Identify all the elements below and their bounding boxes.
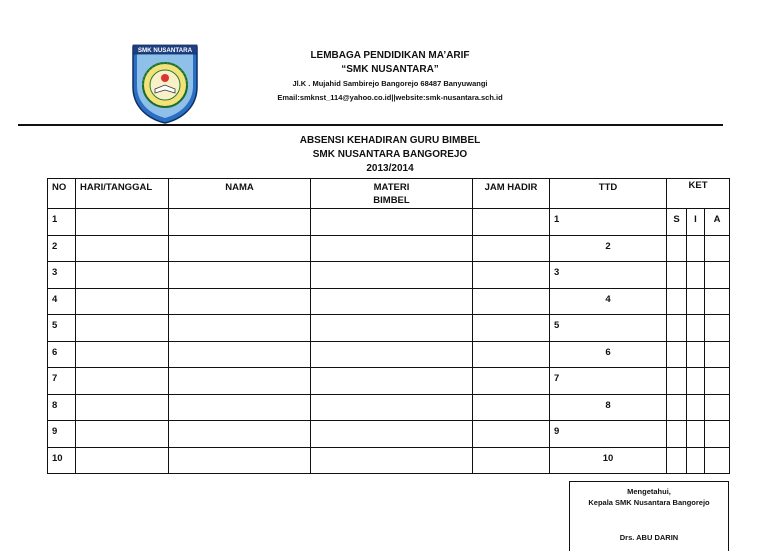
row-ket-cell [667, 394, 687, 421]
row-nama-cell [169, 447, 311, 474]
row-jam-hadir-cell [473, 235, 550, 262]
row-materi-cell [311, 368, 473, 395]
row-materi-cell [311, 262, 473, 289]
header-divider [18, 124, 723, 126]
row-ttd-cell: 6 [550, 341, 667, 368]
row-ket-cell [687, 447, 705, 474]
signature-box [569, 481, 729, 551]
row-ket-cell [705, 315, 730, 342]
row-jam-hadir-cell [473, 421, 550, 448]
row-no: 2 [48, 235, 76, 262]
col-materi [311, 179, 473, 209]
row-hari-tanggal-cell [76, 394, 169, 421]
school-contact: Email:smknst_114@yahoo.co.id||website:smk-nusantara.sch.id [277, 93, 503, 102]
row-ket-cell [687, 341, 705, 368]
row-jam-hadir-cell [473, 394, 550, 421]
row-nama-cell [169, 341, 311, 368]
row-no: 3 [48, 262, 76, 289]
row-ttd-cell: 3 [550, 262, 667, 289]
table-row [48, 209, 730, 236]
row-hari-tanggal-cell [76, 447, 169, 474]
row-no: 10 [48, 447, 76, 474]
row-nama-cell [169, 288, 311, 315]
row-materi-cell [311, 315, 473, 342]
row-ket-cell [687, 235, 705, 262]
row-ttd-cell: 1 [550, 209, 667, 236]
row-materi-cell [311, 235, 473, 262]
row-jam-hadir-cell [473, 288, 550, 315]
row-hari-tanggal-cell [76, 421, 169, 448]
row-ket-cell [705, 421, 730, 448]
row-jam-hadir-cell [473, 262, 550, 289]
row-no: 5 [48, 315, 76, 342]
row-materi-cell [311, 447, 473, 474]
row-ket-cell [705, 288, 730, 315]
logo-banner-text: SMK NUSANTARA [137, 47, 193, 54]
row-jam-hadir-cell [473, 209, 550, 236]
col-nama: NAMA [169, 179, 311, 209]
row-ket-cell [667, 447, 687, 474]
row-nama-cell [169, 235, 311, 262]
col-no: NO [48, 179, 76, 209]
sign-acknowledged: Mengetahui, [627, 487, 671, 496]
col-hari-tanggal: HARI/TANGGAL [76, 179, 169, 209]
row-ket-cell: S [667, 209, 687, 236]
row-nama-cell [169, 394, 311, 421]
row-ket-cell [687, 315, 705, 342]
row-no: 9 [48, 421, 76, 448]
col-materi-line1: MATERI [373, 182, 410, 193]
row-ket-cell [705, 394, 730, 421]
row-ket-cell [667, 368, 687, 395]
attendance-table [47, 178, 730, 474]
row-jam-hadir-cell [473, 368, 550, 395]
row-hari-tanggal-cell [76, 235, 169, 262]
row-nama-cell [169, 368, 311, 395]
row-ket-cell [705, 341, 730, 368]
row-ket-cell [687, 288, 705, 315]
row-materi-cell [311, 341, 473, 368]
row-no: 4 [48, 288, 76, 315]
row-ket-cell [705, 235, 730, 262]
row-ttd-cell: 9 [550, 421, 667, 448]
row-nama-cell [169, 209, 311, 236]
row-ttd-cell: 2 [550, 235, 667, 262]
row-ket-cell [705, 368, 730, 395]
row-no: 8 [48, 394, 76, 421]
row-jam-hadir-cell [473, 341, 550, 368]
table-row [48, 341, 730, 368]
col-ttd: TTD [550, 179, 667, 209]
row-ket-cell: A [705, 209, 730, 236]
row-hari-tanggal-cell [76, 341, 169, 368]
row-nama-cell [169, 262, 311, 289]
row-ket-cell [687, 394, 705, 421]
school-name: “SMK NUSANTARA” [341, 64, 439, 75]
sign-position: Kepala SMK Nusantara Bangorejo [588, 498, 710, 507]
row-no: 7 [48, 368, 76, 395]
document-title [240, 134, 540, 176]
table-row [48, 421, 730, 448]
row-ket-cell [687, 368, 705, 395]
table-row [48, 315, 730, 342]
title-line-2: SMK NUSANTARA BANGOREJO [312, 149, 468, 160]
row-ket-cell [687, 262, 705, 289]
row-ttd-cell: 10 [550, 447, 667, 474]
row-no: 1 [48, 209, 76, 236]
row-hari-tanggal-cell [76, 209, 169, 236]
row-ttd-cell: 8 [550, 394, 667, 421]
sign-name: Drs. ABU DARIN [619, 533, 679, 542]
title-line-1: ABSENSI KEHADIRAN GURU BIMBEL [299, 135, 481, 146]
row-hari-tanggal-cell [76, 368, 169, 395]
row-nama-cell [169, 421, 311, 448]
row-ket-cell [687, 421, 705, 448]
row-ket-cell: I [687, 209, 705, 236]
row-ket-cell [667, 315, 687, 342]
school-logo [128, 41, 202, 125]
row-hari-tanggal-cell [76, 315, 169, 342]
table-row [48, 288, 730, 315]
row-ttd-cell: 5 [550, 315, 667, 342]
table-row [48, 262, 730, 289]
col-ket-label: KET [688, 180, 708, 191]
col-ket [667, 179, 730, 209]
row-ket-cell [667, 288, 687, 315]
row-ket-cell [705, 262, 730, 289]
row-jam-hadir-cell [473, 315, 550, 342]
row-ttd-cell: 4 [550, 288, 667, 315]
row-materi-cell [311, 288, 473, 315]
row-hari-tanggal-cell [76, 262, 169, 289]
col-materi-line2: BIMBEL [373, 195, 410, 206]
row-hari-tanggal-cell [76, 288, 169, 315]
table-row [48, 394, 730, 421]
row-ket-cell [705, 447, 730, 474]
row-materi-cell [311, 394, 473, 421]
row-jam-hadir-cell [473, 447, 550, 474]
table-row [48, 447, 730, 474]
row-ket-cell [667, 235, 687, 262]
row-materi-cell [311, 421, 473, 448]
row-ket-cell [667, 421, 687, 448]
table-row [48, 235, 730, 262]
col-jam-hadir: JAM HADIR [473, 179, 550, 209]
row-ket-cell [667, 262, 687, 289]
org-name: LEMBAGA PENDIDIKAN MA’ARIF [310, 50, 470, 61]
table-header-row [48, 179, 730, 209]
school-address: Jl.K . Mujahid Sambirejo Bangorejo 68487 Banyuwangi [292, 79, 488, 88]
row-nama-cell [169, 315, 311, 342]
letterhead [200, 49, 580, 104]
row-ket-cell [667, 341, 687, 368]
row-materi-cell [311, 209, 473, 236]
table-row [48, 368, 730, 395]
row-no: 6 [48, 341, 76, 368]
row-ttd-cell: 7 [550, 368, 667, 395]
title-line-3: 2013/2014 [366, 163, 414, 174]
